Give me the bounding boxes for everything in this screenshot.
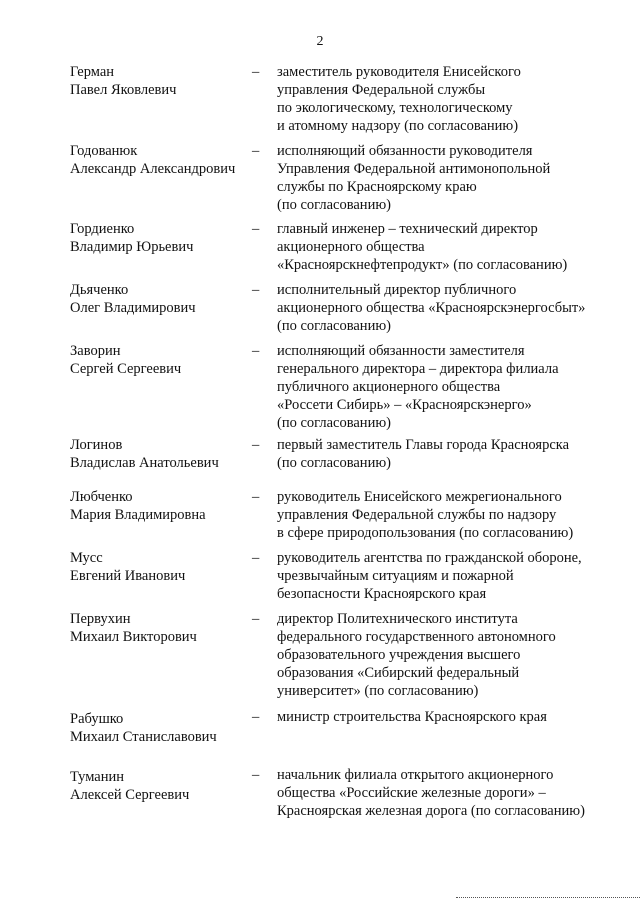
description-line: по экологическому, технологическому <box>277 100 513 116</box>
description-line: службы по Красноярскому краю <box>277 179 477 195</box>
position-description <box>277 708 617 726</box>
position-description <box>277 220 617 274</box>
given-names: Михаил Станиславович <box>70 729 217 745</box>
person-name <box>70 142 250 178</box>
person-name <box>70 549 250 585</box>
surname: Гордиенко <box>70 221 135 237</box>
description-line: образовательного учреждения высшего <box>277 647 521 663</box>
page-edge-line <box>456 897 640 898</box>
dash: – <box>252 282 260 298</box>
description-line: (по согласованию) <box>277 318 391 334</box>
position-description <box>277 549 617 603</box>
description-line: руководитель Енисейского межрегионального <box>277 489 562 505</box>
position-description <box>277 766 617 820</box>
page-number: 2 <box>316 34 324 49</box>
description-line: управления Федеральной службы <box>277 82 486 98</box>
given-names: Александр Александрович <box>70 161 236 177</box>
surname: Туманин <box>70 769 124 785</box>
given-names: Олег Владимирович <box>70 300 196 316</box>
description-line: общества «Российские железные дороги» – <box>277 785 546 801</box>
position-description <box>277 342 617 432</box>
description-line: генерального директора – директора филиала <box>277 361 559 377</box>
description-line: акционерного общества «Красноярскэнергосбыт» <box>277 300 586 316</box>
description-line: начальник филиала открытого акционерного <box>277 767 554 783</box>
position-description <box>277 63 617 135</box>
position-description <box>277 436 617 472</box>
person-name <box>70 281 250 317</box>
given-names: Владислав Анатольевич <box>70 455 219 471</box>
surname: Рабушко <box>70 711 124 727</box>
surname: Первухин <box>70 611 131 627</box>
description-line: первый заместитель Главы города Красноярска <box>277 437 570 453</box>
description-line: образования «Сибирский федеральный <box>277 665 520 681</box>
description-line: Управления Федеральной антимонопольной <box>277 161 551 177</box>
surname: Годованюк <box>70 143 138 159</box>
position-description <box>277 281 617 335</box>
description-line: федерального государственного автономного <box>277 629 556 645</box>
dash: – <box>252 767 260 783</box>
dash: – <box>252 489 260 505</box>
surname: Дьяченко <box>70 282 129 298</box>
position-description <box>277 610 617 700</box>
description-line: акционерного общества <box>277 239 425 255</box>
description-line: руководитель агентства по гражданской обороне, <box>277 550 582 566</box>
given-names: Павел Яковлевич <box>70 82 177 98</box>
description-line: и атомному надзору (по согласованию) <box>277 118 519 134</box>
position-description <box>277 142 617 214</box>
description-line: исполнительный директор публичного <box>277 282 517 298</box>
description-line: главный инженер – технический директор <box>277 221 538 237</box>
description-line: чрезвычайным ситуациям и пожарной <box>277 568 514 584</box>
given-names: Сергей Сергеевич <box>70 361 182 377</box>
description-line: (по согласованию) <box>277 415 391 431</box>
description-line: исполняющий обязанности заместителя <box>277 343 525 359</box>
person-name <box>70 220 250 256</box>
given-names: Евгений Иванович <box>70 568 186 584</box>
position-description <box>277 488 617 542</box>
description-line: министр строительства Красноярского края <box>277 709 547 725</box>
description-line: (по согласованию) <box>277 455 391 471</box>
dash: – <box>252 611 260 627</box>
person-name <box>70 488 250 524</box>
dash: – <box>252 437 260 453</box>
surname: Любченко <box>70 489 133 505</box>
surname: Логинов <box>70 437 123 453</box>
dash: – <box>252 221 260 237</box>
surname: Мусс <box>70 550 103 566</box>
person-name <box>70 342 250 378</box>
surname: Герман <box>70 64 115 80</box>
dash: – <box>252 343 260 359</box>
dash: – <box>252 64 260 80</box>
description-line: директор Политехнического института <box>277 611 518 627</box>
description-line: исполняющий обязанности руководителя <box>277 143 533 159</box>
description-line: (по согласованию) <box>277 197 391 213</box>
description-line: в сфере природопользования (по согласованию) <box>277 525 574 541</box>
given-names: Мария Владимировна <box>70 507 206 523</box>
description-line: «Россети Сибирь» – «Красноярскэнерго» <box>277 397 532 413</box>
description-line: управления Федеральной службы по надзору <box>277 507 557 523</box>
description-line: Красноярская железная дорога (по согласованию) <box>277 803 585 819</box>
description-line: заместитель руководителя Енисейского <box>277 64 521 80</box>
person-name <box>70 63 250 99</box>
description-line: публичного акционерного общества <box>277 379 501 395</box>
surname: Заворин <box>70 343 121 359</box>
description-line: университет» (по согласованию) <box>277 683 479 699</box>
given-names: Владимир Юрьевич <box>70 239 194 255</box>
dash: – <box>252 709 260 725</box>
dash: – <box>252 143 260 159</box>
person-name <box>70 710 250 746</box>
person-name <box>70 610 250 646</box>
dash: – <box>252 550 260 566</box>
description-line: «Красноярскнефтепродукт» (по согласованию) <box>277 257 568 273</box>
person-name <box>70 768 250 804</box>
given-names: Михаил Викторович <box>70 629 197 645</box>
given-names: Алексей Сергеевич <box>70 787 190 803</box>
person-name <box>70 436 250 472</box>
description-line: безопасности Красноярского края <box>277 586 487 602</box>
